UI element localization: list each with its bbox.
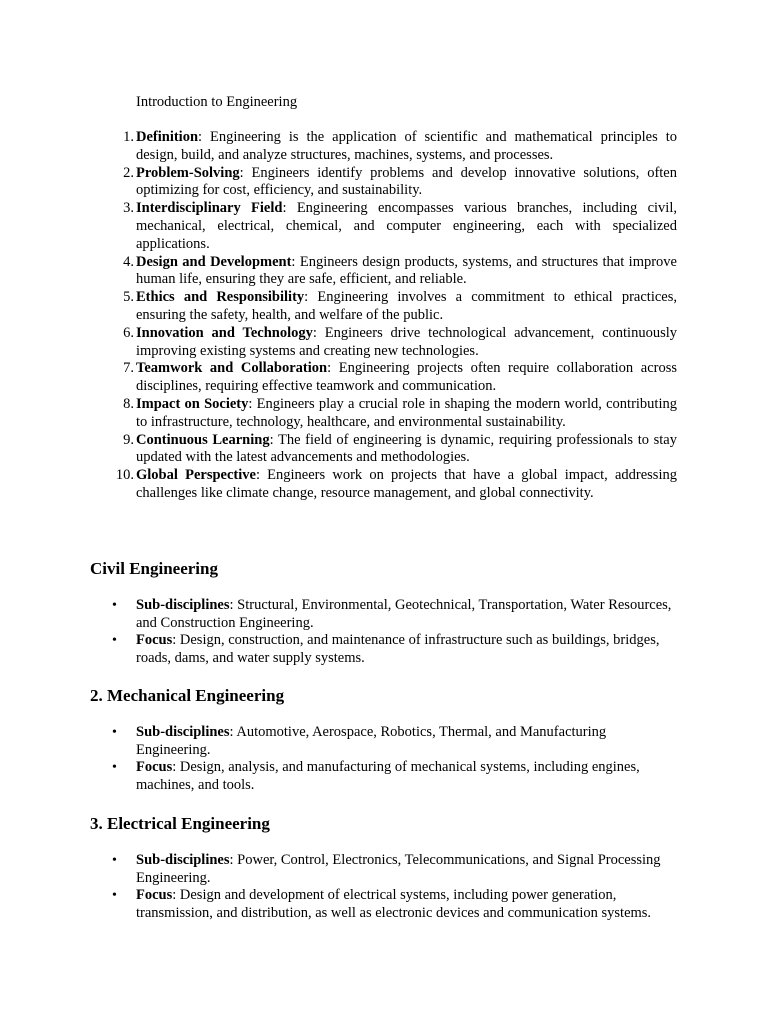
bullet-dot-icon: • [112, 853, 117, 868]
bullet-list [90, 852, 680, 922]
bullet-term: Sub-disciplines [136, 597, 230, 613]
list-item-term: Interdisciplinary Field [136, 200, 283, 217]
list-item-text: : Engineers design products, systems, and structures that improve human life, ensuring they are safe, efficient, and reliable. [136, 253, 677, 288]
list-item-number: 9. [123, 431, 134, 448]
bullet-text: : Structural, Environmental, Geotechnical, Transportation, Water Resources, and Construction Engineering. [136, 597, 672, 631]
list-item-text: : The field of engineering is dynamic, requiring professionals to stay updated with the latest advancements and methodologies. [136, 431, 677, 466]
bullet-item [112, 724, 680, 759]
list-item-term: Global Perspective [136, 467, 256, 484]
list-item [123, 395, 677, 432]
list-item-text: : Engineers work on projects that have a global impact, addressing challenges like climate change, resource management, and global connectivity. [136, 467, 677, 501]
section-civil-engineering [90, 559, 680, 667]
list-item [123, 200, 677, 253]
intro-title: Introduction to Engineering [136, 94, 298, 110]
list-item [123, 253, 677, 290]
list-item-term: Teamwork and Collaboration [136, 360, 328, 377]
list-item [123, 164, 677, 201]
list-item-term: Impact on Society [136, 395, 249, 412]
section-electrical-engineering [90, 814, 680, 922]
list-item-text: : Engineering involves a commitment to ethical practices, ensuring the safety, health, and welfare of the public. [136, 289, 677, 323]
list-item-term: Design and Development [136, 253, 292, 270]
list-item-number: 2. [123, 164, 134, 181]
list-item-term: Definition [136, 129, 199, 145]
list-item-number: 4. [123, 253, 134, 270]
list-item-number: 10. [115, 467, 134, 484]
list-item-number: 1. [123, 129, 134, 145]
bullet-dot-icon: • [112, 633, 117, 648]
list-item-number: 7. [123, 360, 134, 377]
list-item [123, 129, 677, 165]
bullet-term: Focus [136, 887, 173, 903]
bullet-term: Sub-disciplines [136, 724, 230, 740]
bullet-list [90, 724, 680, 794]
list-item [123, 360, 678, 396]
bullet-item [112, 852, 680, 887]
bullet-dot-icon: • [112, 725, 117, 740]
list-item-term: Innovation and Technology [136, 324, 313, 341]
bullet-text: : Power, Control, Electronics, Telecommunications, and Signal Processing Engineering. [136, 852, 661, 886]
list-item-number: 3. [123, 200, 134, 217]
list-item-number: 8. [123, 395, 134, 412]
bullet-dot-icon: • [112, 888, 117, 903]
list-item-term: Ethics and Responsibility [136, 289, 305, 306]
list-item [123, 324, 677, 361]
section-heading: 3. Electrical Engineering [90, 814, 270, 833]
section-heading: Civil Engineering [90, 559, 218, 578]
bullet-item [112, 597, 680, 632]
bullet-text: : Design, construction, and maintenance of infrastructure such as buildings, bridges, roads, dams, and water supply systems. [136, 632, 660, 666]
list-item-text: : Engineering projects often require collaboration across disciplines, requiring effective teamwork and communication. [136, 360, 678, 395]
bullet-item [112, 759, 680, 794]
bullet-text: : Design and development of electrical systems, including power generation, transmission, and distribution, as well as electronic devices and communication systems. [136, 887, 652, 921]
list-item-number: 5. [123, 289, 134, 306]
list-item [123, 289, 677, 325]
list-item-text: : Engineering is the application of scientific and mathematical principles to design, build, and analyze structures, machines, systems, and processes. [136, 129, 677, 163]
intro-numbered-list [115, 129, 678, 503]
bullet-item [112, 632, 680, 667]
bullet-term: Focus [136, 632, 173, 648]
section-mechanical-engineering [90, 686, 680, 794]
bullet-text: : Design, analysis, and manufacturing of mechanical systems, including engines, machines, and tools. [136, 759, 640, 793]
section-heading: 2. Mechanical Engineering [90, 686, 285, 705]
list-item-number: 6. [123, 324, 134, 341]
bullet-term: Focus [136, 759, 173, 775]
list-item-text: : Engineers play a crucial role in shaping the modern world, contributing to infrastructure, technology, healthcare, and environmental sustainability. [136, 395, 677, 430]
bullet-dot-icon: • [112, 760, 117, 775]
bullet-item [112, 887, 680, 922]
bullet-list [90, 597, 680, 667]
list-item [123, 431, 677, 468]
bullet-term: Sub-disciplines [136, 852, 230, 868]
list-item-text: : Engineers identify problems and develop innovative solutions, often optimizing for cost, efficiency, and sustainability. [136, 164, 677, 199]
bullet-dot-icon: • [112, 598, 117, 613]
list-item-term: Continuous Learning [136, 431, 270, 448]
list-item [115, 467, 677, 503]
bullet-text: : Automotive, Aerospace, Robotics, Thermal, and Manufacturing Engineering. [136, 724, 607, 758]
list-item-text: : Engineering encompasses various branches, including civil, mechanical, electrical, chemical, and computer engineering, each with specialized applications. [136, 200, 677, 252]
list-item-text: : Engineers drive technological advancement, continuously improving existing systems and creating new technologies. [136, 324, 677, 359]
list-item-term: Problem-Solving [136, 164, 240, 181]
